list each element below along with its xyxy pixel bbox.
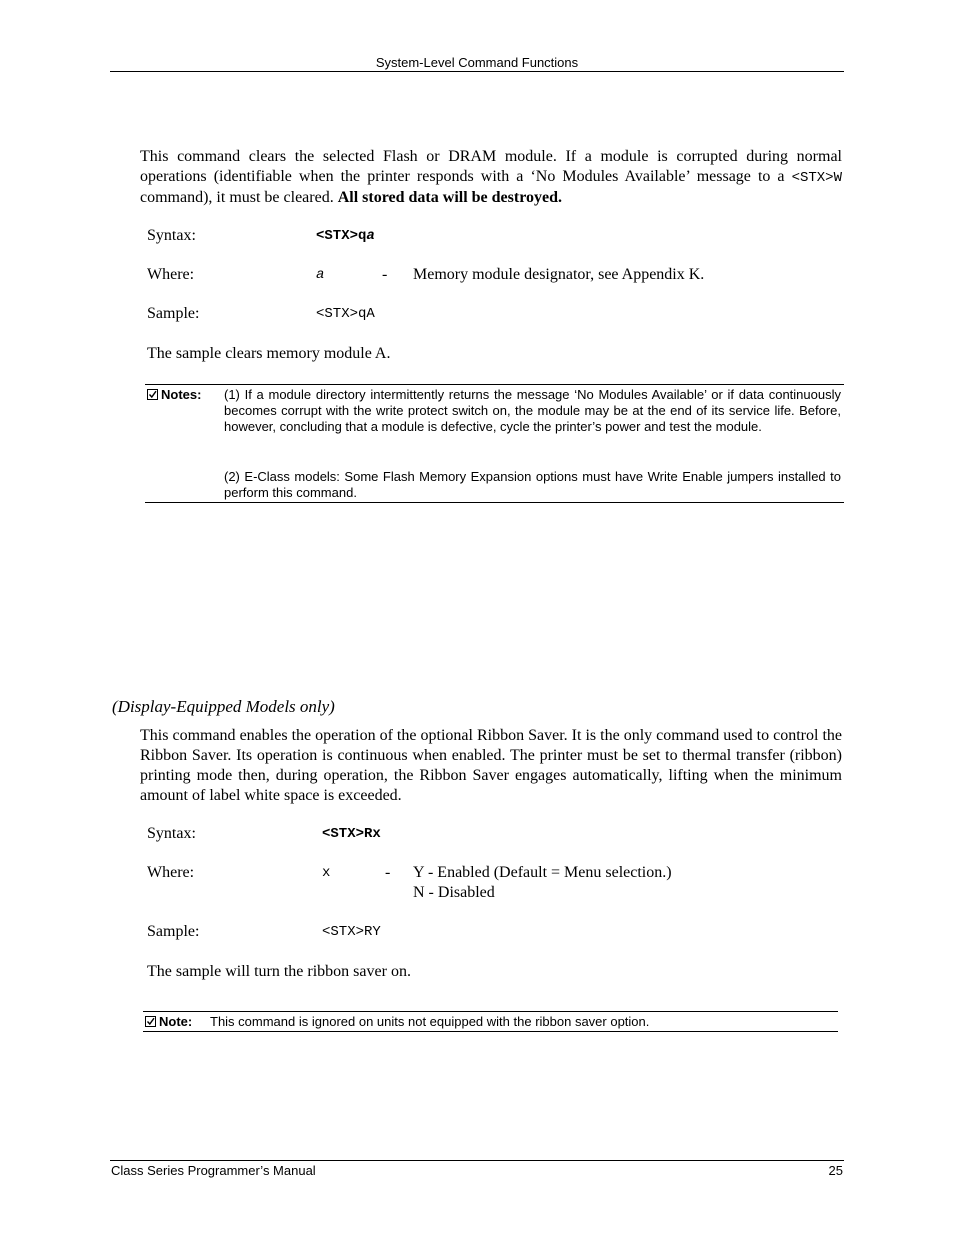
section1-where-var: a — [316, 267, 325, 283]
footer-page-number: 25 — [828, 1163, 843, 1178]
section1-note-2: (2) E-Class models: Some Flash Memory Expansion options must have Write Enable jumpers installed to perform this command. — [224, 469, 841, 500]
page-header-title: System-Level Command Functions — [375, 55, 579, 70]
section2-subtitle: (Display-Equipped Models only) — [112, 697, 335, 716]
section1-where-dash: - — [382, 266, 388, 283]
section1-intro — [140, 147, 842, 208]
footer-divider — [110, 1160, 844, 1161]
section2-note-text: This command is ignored on units not equipped with the ribbon saver option. — [210, 1014, 650, 1029]
section2-sample-code: <STX>RY — [322, 924, 381, 940]
section2-where-desc-1: Y - Enabled (Default = Menu selection.) — [413, 864, 672, 881]
section1-notes-label: Notes: — [161, 387, 202, 402]
section1-notes-label-wrap — [147, 387, 201, 402]
section1-intro-text-b: command), it must be cleared. — [140, 189, 338, 206]
section1-intro-code: <STX>W — [791, 170, 842, 186]
section1-syntax-label: Syntax: — [147, 227, 196, 244]
section2-note-label: Note: — [159, 1014, 193, 1029]
header-divider — [110, 71, 844, 72]
section1-notes-box — [145, 384, 844, 503]
section1-note-1: (1) If a module directory intermittently returns the message ‘No Modules Available’ or if data continuously becomes corrupt with the write protect switch on, the module may be at the end of its service life. Before, however, concluding that a module is defective, cycle the printer’s power and test the module. — [224, 387, 841, 434]
section1-sample-label: Sample: — [147, 305, 200, 322]
section1-intro-warning: All stored data will be destroyed. — [337, 189, 563, 206]
section1-sample-code: <STX>qA — [316, 306, 375, 322]
section2-syntax-code: <STX>Rx — [322, 826, 381, 842]
section2-where-label: Where: — [147, 864, 195, 881]
section1-where-label: Where: — [147, 266, 195, 283]
section2-syntax-label: Syntax: — [147, 825, 196, 842]
section2-sample-desc: The sample will turn the ribbon saver on. — [147, 963, 411, 980]
section2-note-label-wrap — [145, 1014, 192, 1029]
section2-where-var: x — [322, 865, 331, 881]
checkbox-icon — [147, 389, 158, 400]
section1-sample-desc: The sample clears memory module A. — [147, 345, 391, 362]
section2-note-box — [143, 1011, 838, 1032]
section1-syntax-code-prefix: <STX>q — [316, 228, 367, 244]
section1-intro-text-a: This command clears the selected Flash or DRAM module. If a module is corrupted during normal operations (identifiable when the printer responds with a ‘No Modules Available’ message to a — [140, 148, 842, 185]
section1-syntax-code-var: a — [366, 228, 375, 244]
section1-where-desc: Memory module designator, see Appendix K. — [413, 266, 705, 283]
section2-where-desc-2: N - Disabled — [413, 884, 495, 901]
section1-syntax-code — [316, 228, 375, 244]
section2-where-dash: - — [385, 864, 391, 881]
footer-manual-title: Class Series Programmer’s Manual — [111, 1163, 316, 1178]
checkbox-icon — [145, 1016, 156, 1027]
section2-sample-label: Sample: — [147, 923, 200, 940]
section2-intro: This command enables the operation of the optional Ribbon Saver. It is the only command used to control the Ribbon Saver. Its operation is continuous when enabled. The printer must be set to thermal transfer (ribbon) printing mode then, during operation, the Ribbon Saver engages automatically, lifting when the minimum amount of label white space is exceeded. — [140, 727, 842, 804]
